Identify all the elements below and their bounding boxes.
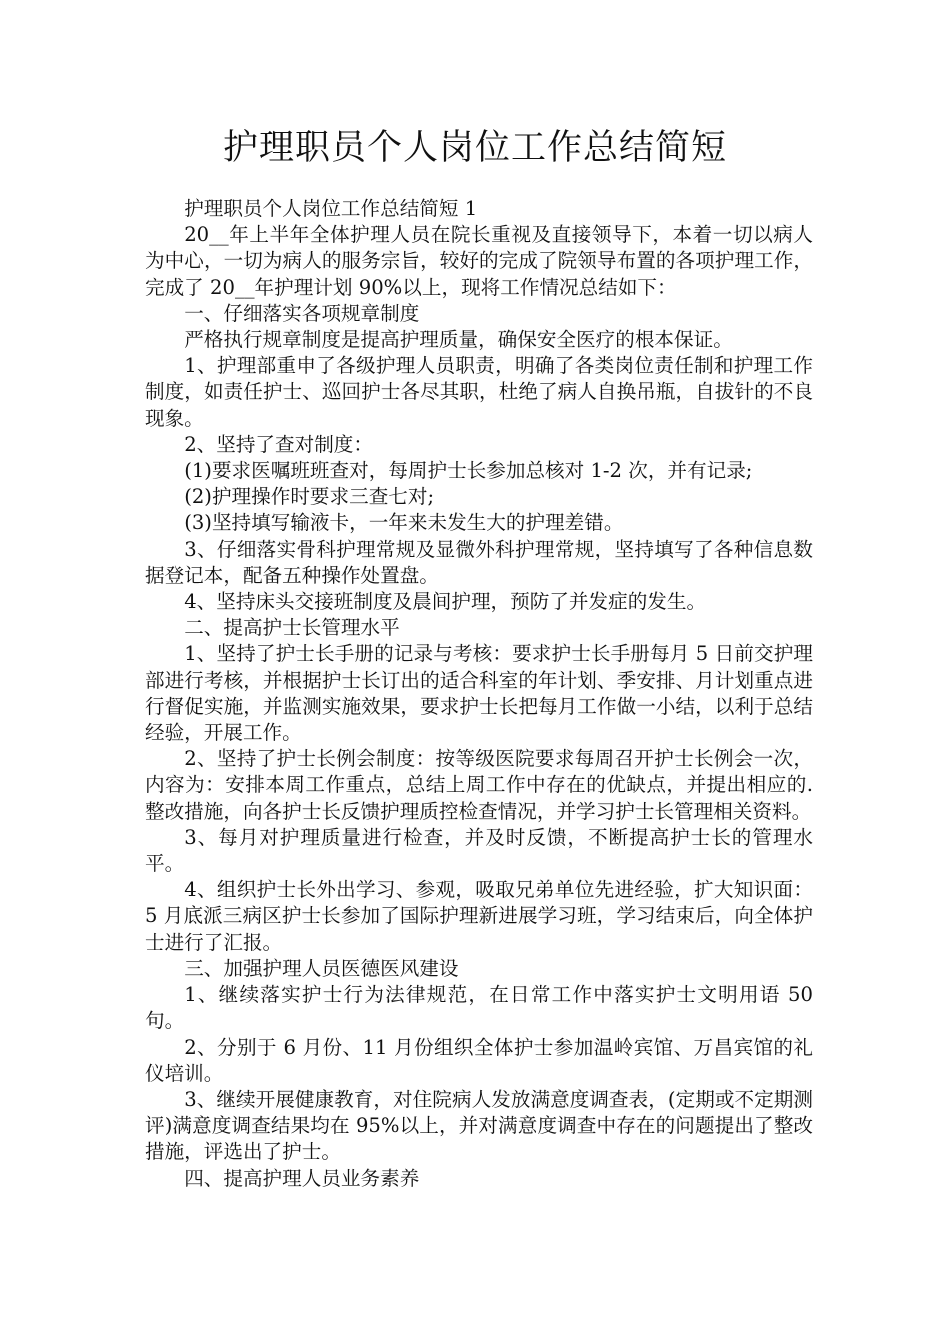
paragraph: 4、坚持床头交接班制度及晨间护理，预防了并发症的发生。: [184, 590, 707, 614]
paragraph: 3、继续开展健康教育，对住院病人发放满意度调查表，(定期或不定期测评)满意度调查结果均在 95%以上，并对满意度调查中存在的问题提出了整改措施，评选出了护士。: [145, 1087, 813, 1164]
section-heading: 四、提高护理人员业务素养: [184, 1166, 420, 1190]
paragraph: 严格执行规章制度是提高护理质量，确保安全医疗的根本保证。: [184, 328, 733, 352]
paragraph: 2、分别于 6 月份、11 月份组织全体护士参加温岭宾馆、万昌宾馆的礼仪培训。: [145, 1035, 813, 1085]
paragraph: 2、坚持了护士长例会制度：按等级医院要求每周召开护士长例会一次，内容为：安排本周工作重点，总结上周工作中存在的优缺点，并提出相应的.整改措施，向各护士长反馈护理质控检查情况，并学习护士长管理相关资料。: [145, 747, 813, 823]
document-body: [145, 196, 813, 1192]
paragraph: 1、继续落实护士行为法律规范，在日常工作中落实护士文明用语 50 句。: [145, 983, 813, 1033]
section-heading: 一、仔细落实各项规章制度: [184, 301, 420, 325]
paragraph: (2)护理操作时要求三查七对;: [184, 485, 435, 509]
paragraph: 3、每月对护理质量进行检查，并及时反馈，不断提高护士长的管理水平。: [145, 825, 813, 876]
paragraph: 3、仔细落实骨科护理常规及显微外科护理常规，坚持填写了各种信息数据登记本，配备五种操作处置盘。: [145, 537, 813, 587]
section-heading: 三、加强护理人员医德医风建设: [184, 956, 459, 980]
paragraph: (3)坚持填写输液卡，一年来未发生大的护理差错。: [184, 511, 624, 535]
paragraph: (1)要求医嘱班班查对，每周护士长参加总核对 1-2 次，并有记录;: [184, 459, 753, 483]
paragraph: 20__年上半年全体护理人员在院长重视及直接领导下，本着一切以病人为中心，一切为病人的服务宗旨，较好的完成了院领导布置的各项护理工作，完成了 20__年护理计划 90%以上，现将工作情况总结如下：: [145, 223, 813, 299]
paragraph: 护理职员个人岗位工作总结简短 1: [184, 197, 478, 220]
paragraph: 2、坚持了查对制度：: [184, 432, 373, 456]
section-heading: 二、提高护士长管理水平: [184, 616, 400, 640]
paragraph: 1、护理部重申了各级护理人员职责，明确了各类岗位责任制和护理工作制度，如责任护士、巡回护士各尽其职，杜绝了病人自换吊瓶，自拔针的不良现象。: [145, 354, 813, 430]
paragraph: 4、组织护士长外出学习、参观，吸取兄弟单位先进经验，扩大知识面：5 月底派三病区护士长参加了国际护理新进展学习班，学习结束后，向全体护士进行了汇报。: [145, 878, 813, 954]
document-title: 护理职员个人岗位工作总结简短: [222, 128, 727, 168]
paragraph: 1、坚持了护士长手册的记录与考核：要求护士长手册每月 5 日前交护理部进行考核，并根据护士长订出的适合科室的年计划、季安排、月计划重点进行督促实施，并监测实施效果，要求护士长把每月工作做一小结，以利于总结经验，开展工作。: [145, 642, 813, 745]
